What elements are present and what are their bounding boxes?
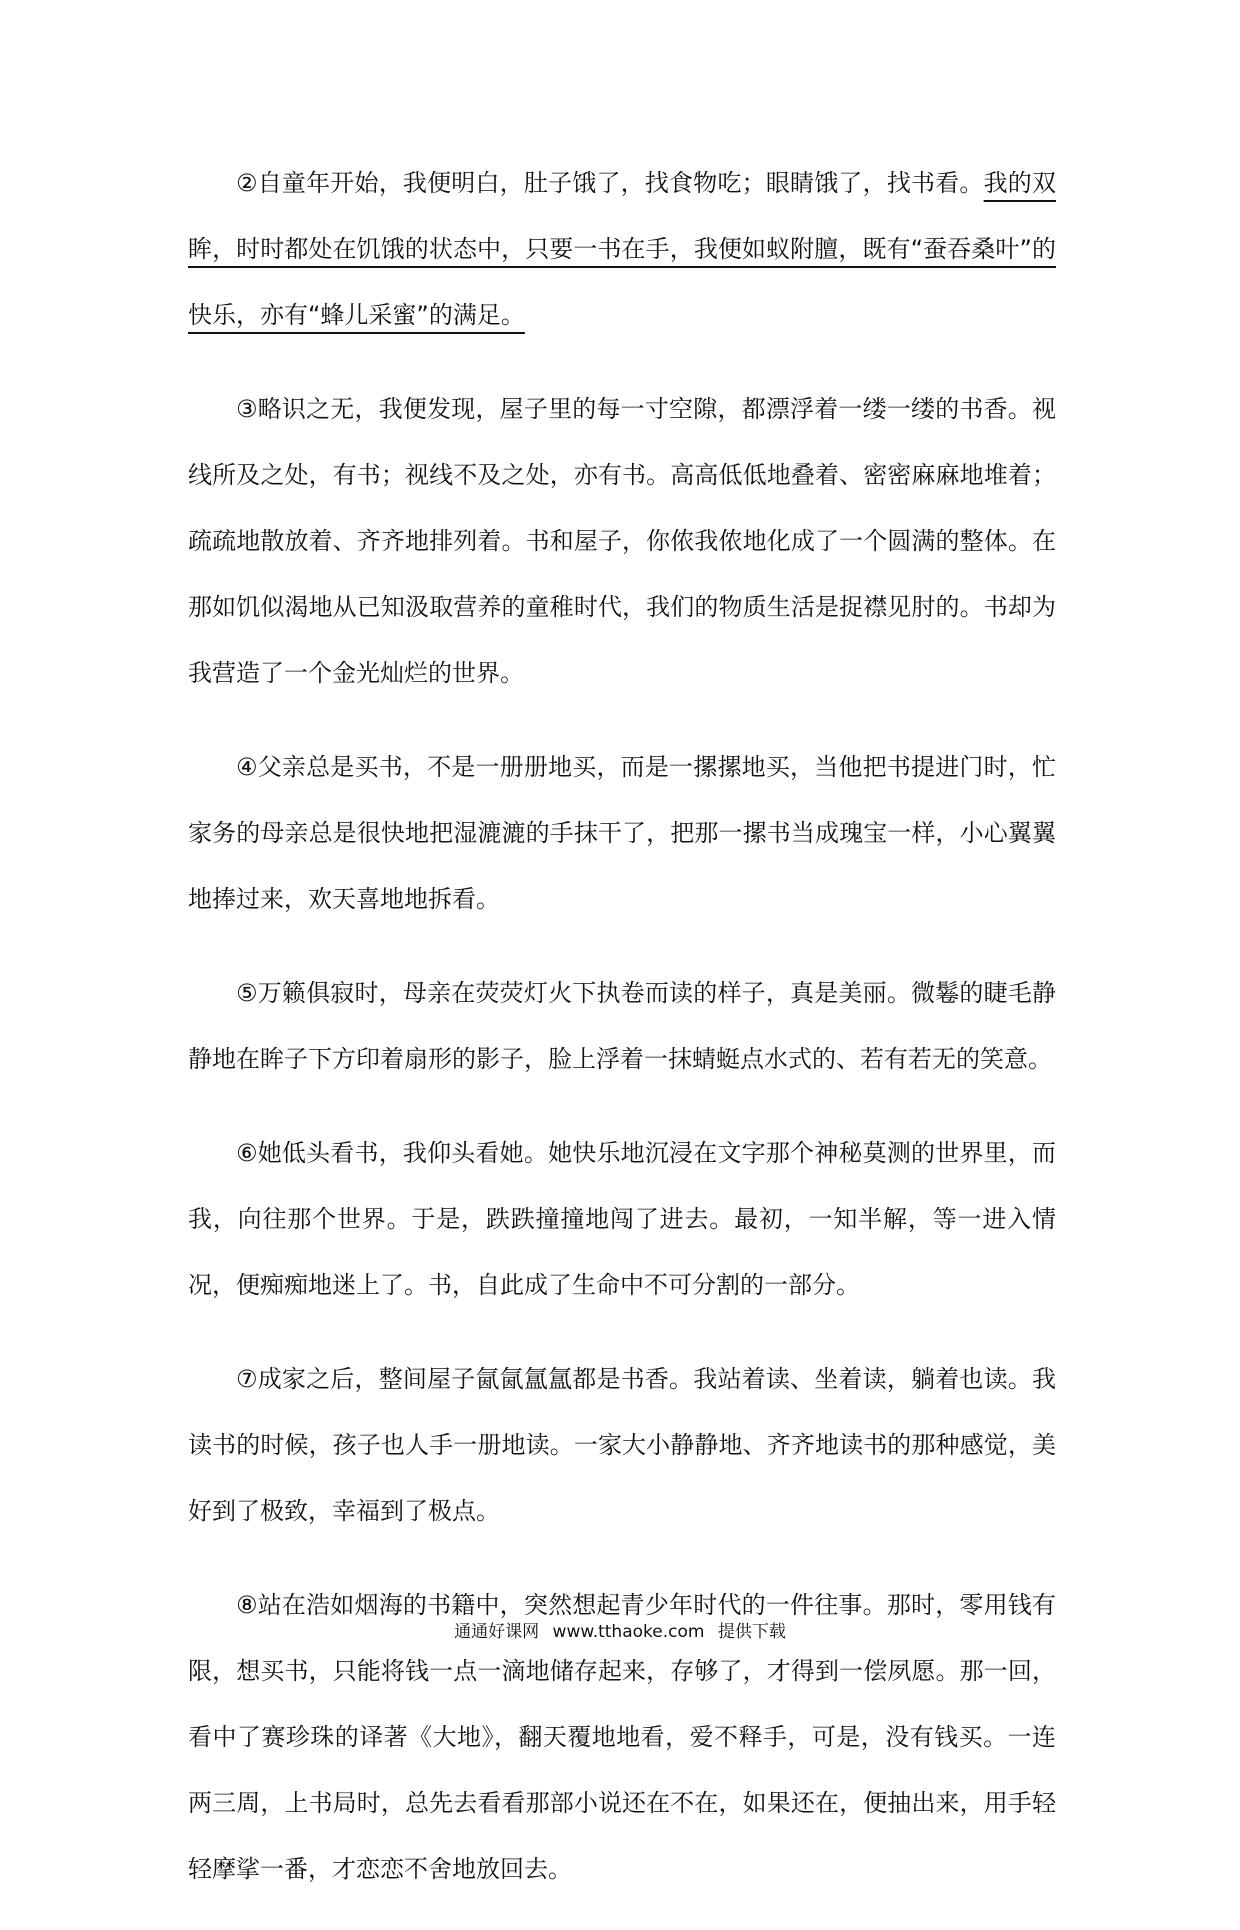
paragraph-4: ④父亲总是买书，不是一册册地买，而是一摞摞地买，当他把书提进门时，忙家务的母亲总是很快地把湿漉漉的手抹干了，把那一摞书当成瑰宝一样，小心翼翼地捧过来，欢天喜地地拆看。 bbox=[188, 753, 1056, 913]
paragraph-7: ⑦成家之后，整间屋子氤氤氲氲都是书香。我站着读、坐着读，躺着也读。我读书的时候，孩子也人手一册地读。一家大小静静地、齐齐地读书的那种感觉，美好到了极致，幸福到了极点。 bbox=[188, 1365, 1056, 1525]
paragraph-2-underlined-text: 我的双眸，时时都处在饥饿的状态中，只要一书在手，我便如蚁附膻，既有“蚕吞桑叶”的快乐，亦有“蜂儿采蜜”的满足。 bbox=[188, 169, 1057, 329]
paragraph-5: ⑤万籁俱寂时，母亲在荧荧灯火下执卷而读的样子，真是美丽。微鬈的睫毛静静地在眸子下方印着扇形的影子，脸上浮着一抹蜻蜓点水式的、若有若无的笑意。 bbox=[188, 979, 1056, 1073]
footer-site-name: 通通好课网 bbox=[454, 1622, 540, 1642]
footer-url: www.tthaoke.com bbox=[552, 1622, 705, 1642]
paragraph-6: ⑥她低头看书，我仰头看她。她快乐地沉浸在文字那个神秘莫测的世界里，而我，向往那个世界。于是，跌跌撞撞地闯了进去。最初，一知半解，等一进入情况，便痴痴地迷上了。书，自此成了生命中不可分割的一部分。 bbox=[188, 1139, 1056, 1299]
paragraph-8: ⑧站在浩如烟海的书籍中，突然想起青少年时代的一件往事。那时，零用钱有限，想买书，只能将钱一点一滴地储存起来，存够了，才得到一偿夙愿。那一回，看中了赛珍珠的译著《大地》，翻天覆地地看，爱不释手，可是，没有钱买。一连两三周，上书局时，总先去看看那部小说还在不在，如果还在，便抽出来，用手轻轻摩挲一番，才恋恋不舍地放回去。 bbox=[188, 1591, 1056, 1883]
footer-action: 提供下载 bbox=[717, 1622, 786, 1642]
document-body bbox=[188, 150, 1056, 1930]
paragraph-2-text: ②自童年开始，我便明白，肚子饿了，找食物吃；眼睛饿了，找书看。 bbox=[236, 169, 984, 197]
paragraph-3: ③略识之无，我便发现，屋子里的每一寸空隙，都漂浮着一缕一缕的书香。视线所及之处，有书；视线不及之处，亦有书。高高低低地叠着、密密麻麻地堆着；疏疏地散放着、齐齐地排列着。书和屋子，你侬我侬地化成了一个圆满的整体。在那如饥似渴地从已知汲取营养的童稚时代，我们的物质生活是捉襟见肘的。书却为我营造了一个金光灿烂的世界。 bbox=[188, 395, 1056, 687]
page-footer bbox=[0, 1620, 1240, 1644]
paragraph-2 bbox=[188, 150, 1056, 348]
